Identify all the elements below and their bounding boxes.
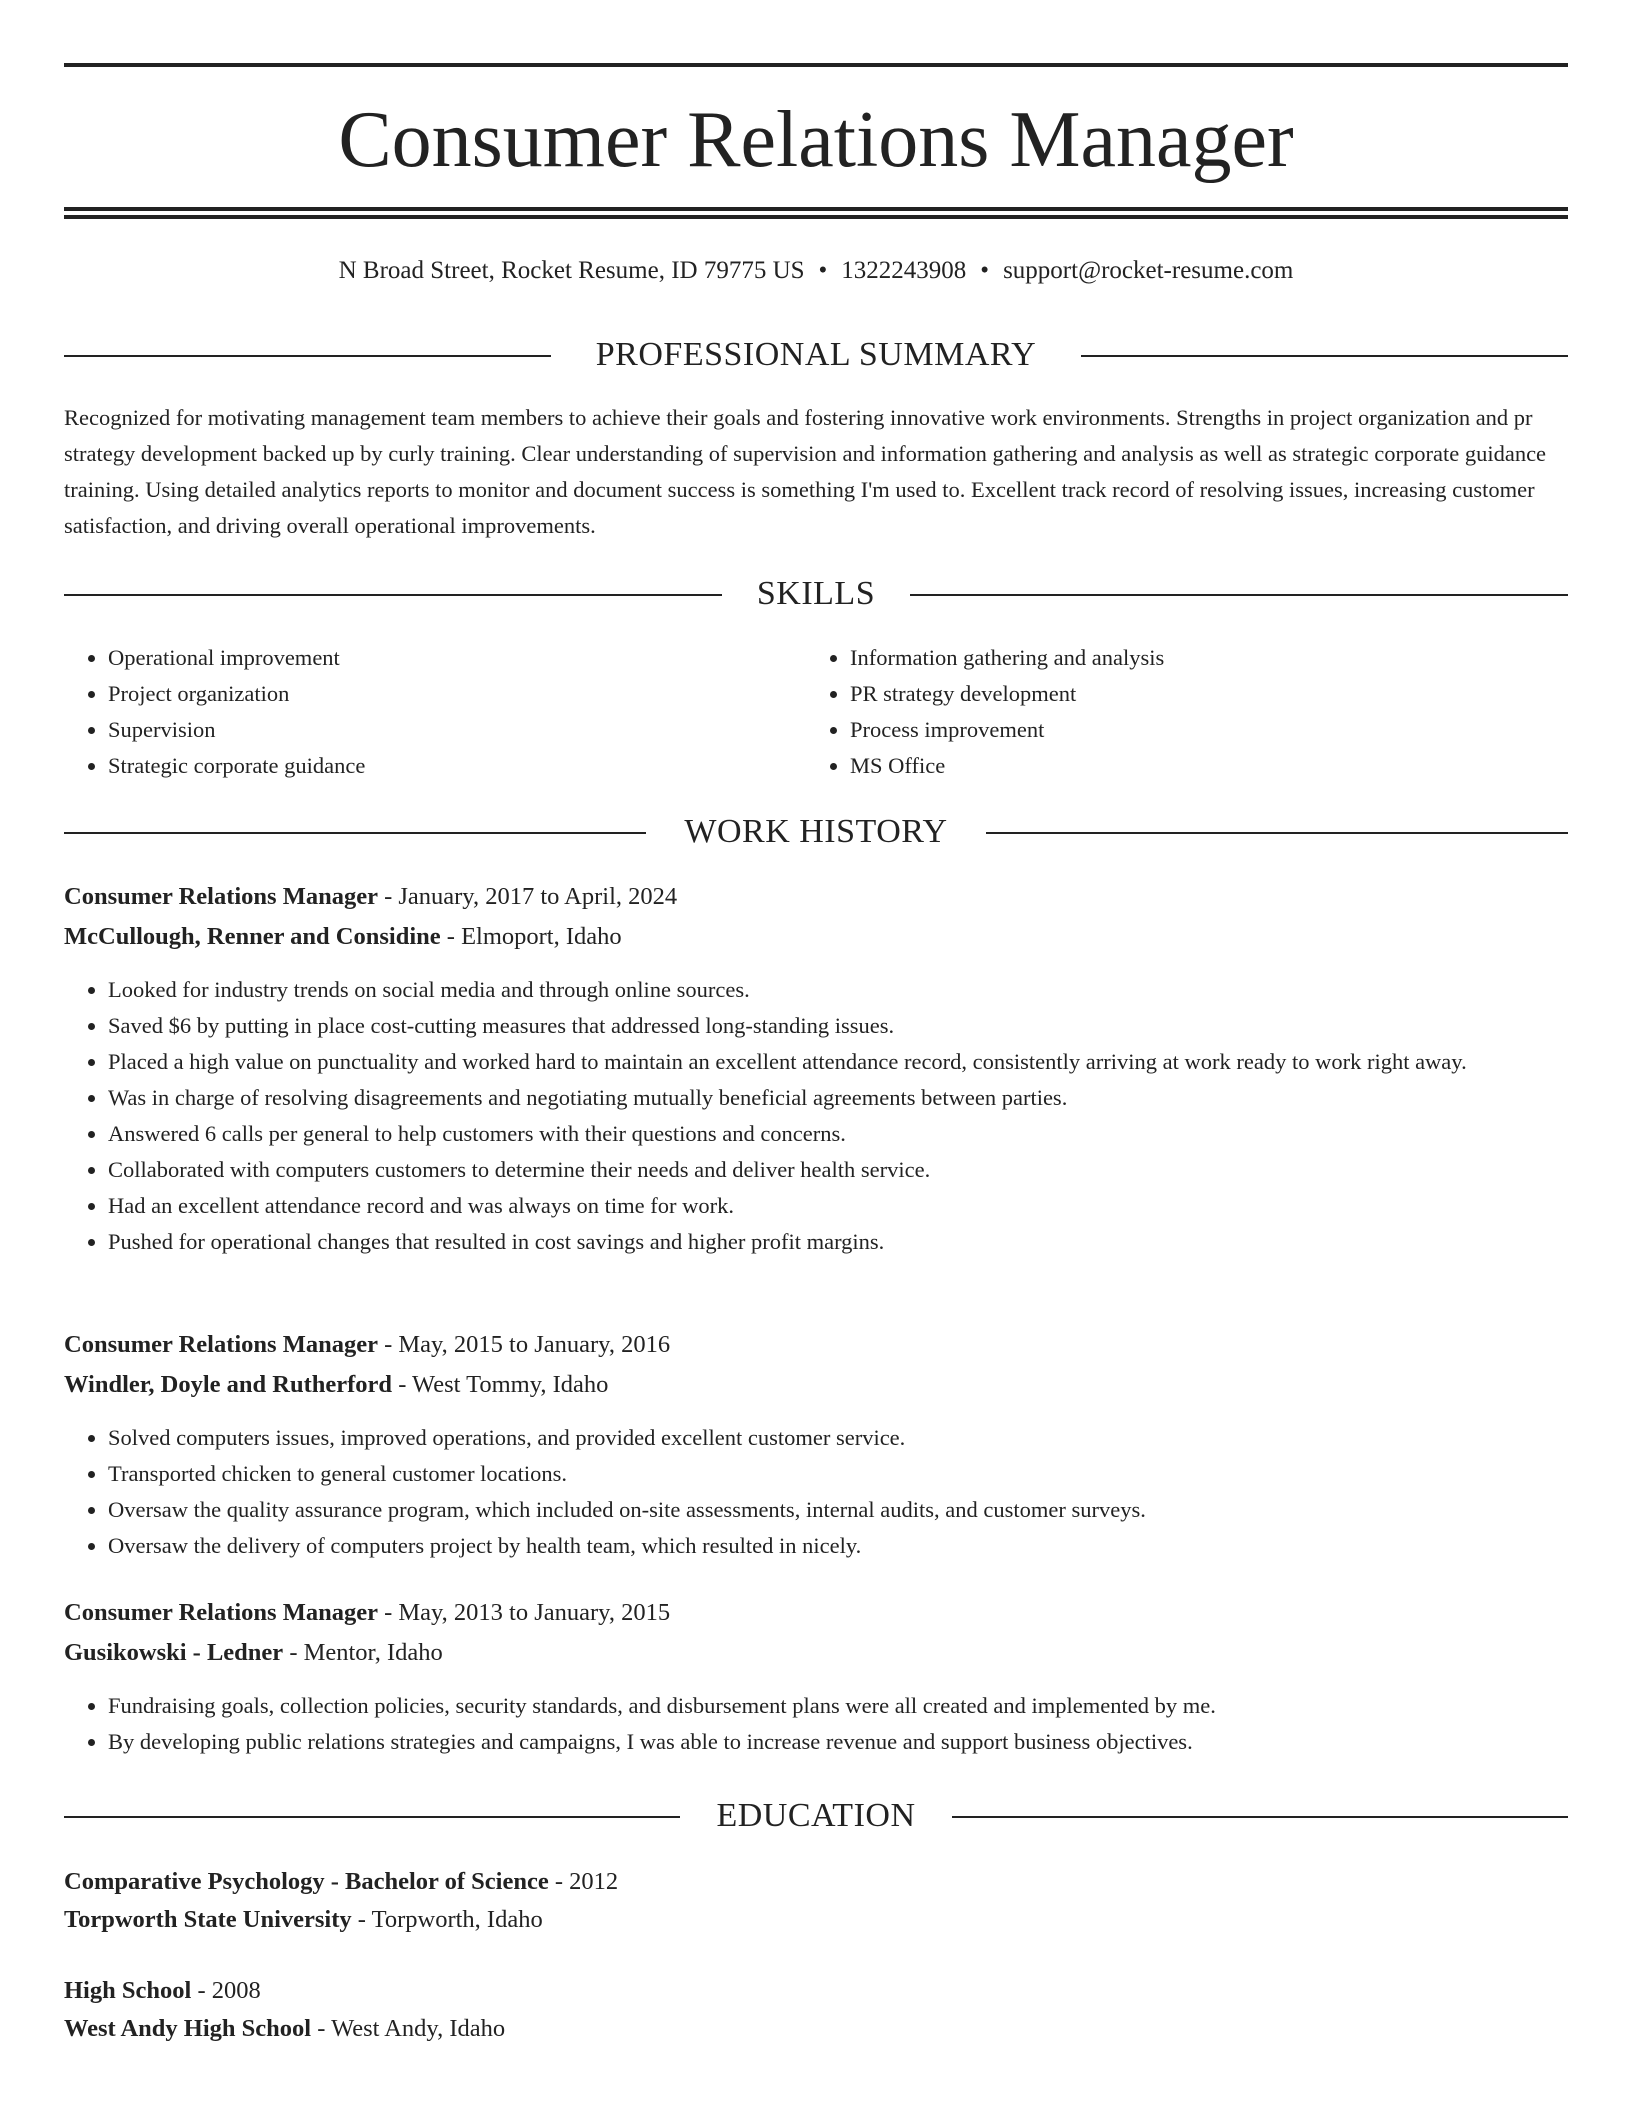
job-location: - Elmoport, Idaho bbox=[440, 923, 622, 950]
job-bullet: • Saved $6 by putting in place cost-cutting measures that addressed long-standing issues. bbox=[108, 1008, 1612, 1044]
summary-text: Recognized for motivating management team members to achieve their goals and fostering innovative work environments. Strengths in project organization and pr strategy development backed up by curly training. Clear understanding of supervision and information gathering and analysis as well as strategic corporate guidance training. Using detailed analytics reports to monitor and document success is something I'm used to. Excellent track record of resolving issues, increasing customer satisfaction, and driving overall operational improvements. bbox=[64, 405, 1547, 538]
education-year: - 2012 bbox=[548, 1868, 619, 1895]
job-title-line bbox=[64, 879, 1568, 915]
job-bullet: • Was in charge of resolving disagreements and negotiating mutually beneficial agreements between parties. bbox=[108, 1080, 1612, 1116]
job-bullet: • Solved computers issues, improved operations, and provided excellent customer service. bbox=[108, 1420, 1612, 1456]
job-bullet: • Oversaw the delivery of computers project by health team, which resulted in nicely. bbox=[108, 1528, 1612, 1564]
education-degree-line bbox=[64, 1973, 1568, 2009]
section-title-summary: PROFESSIONAL SUMMARY bbox=[595, 336, 1037, 373]
education-year: - 2008 bbox=[191, 1977, 261, 2004]
job-title: Consumer Relations Manager bbox=[64, 1331, 378, 1358]
section-header-skills bbox=[64, 574, 1568, 614]
job-title: Consumer Relations Manager bbox=[64, 883, 378, 910]
job-bullet: • Had an excellent attendance record and was always on time for work. bbox=[108, 1188, 1612, 1224]
contact-separator: • bbox=[980, 257, 990, 284]
job-location: - West Tommy, Idaho bbox=[392, 1371, 609, 1398]
skill-item: • Operational improvement bbox=[108, 640, 365, 676]
job-bullet: • Looked for industry trends on social media and through online sources. bbox=[108, 972, 1612, 1008]
education-school: Torpworth State University bbox=[64, 1906, 352, 1933]
education-school-line bbox=[64, 1902, 1568, 1938]
contact-separator: • bbox=[818, 257, 828, 284]
skill-item: • Process improvement bbox=[850, 712, 1164, 748]
job-location: - Mentor, Idaho bbox=[283, 1639, 443, 1666]
job-company-line bbox=[64, 1367, 1568, 1403]
job-company: McCullough, Renner and Considine bbox=[64, 923, 441, 950]
section-header-work-history bbox=[64, 812, 1568, 852]
education-school-line bbox=[64, 2011, 1568, 2047]
resume-title: Consumer Relations Manager bbox=[338, 96, 1294, 184]
job-bullet: • Pushed for operational changes that resulted in cost savings and higher profit margins. bbox=[108, 1224, 1612, 1260]
section-title-education: EDUCATION bbox=[716, 1797, 916, 1834]
job-dates: - May, 2015 to January, 2016 bbox=[377, 1331, 671, 1358]
skill-item: • Strategic corporate guidance bbox=[108, 748, 365, 784]
job-dates: - May, 2013 to January, 2015 bbox=[377, 1599, 671, 1626]
title-double-rule-lower bbox=[64, 215, 1568, 219]
job-bullet: • Answered 6 calls per general to help customers with their questions and concerns. bbox=[108, 1116, 1612, 1152]
job-bullet: • Collaborated with computers customers to determine their needs and deliver health service. bbox=[108, 1152, 1612, 1188]
job-dates: - January, 2017 to April, 2024 bbox=[377, 883, 678, 910]
skill-item: • MS Office bbox=[850, 748, 1164, 784]
job-title: Consumer Relations Manager bbox=[64, 1599, 378, 1626]
job-bullets bbox=[64, 1688, 1612, 1760]
title-double-rule-upper bbox=[64, 207, 1568, 211]
job-bullet: • Fundraising goals, collection policies, security standards, and disbursement plans were all created and implemented by me. bbox=[108, 1688, 1612, 1724]
skills-list-left bbox=[64, 640, 365, 784]
job-bullets bbox=[64, 1420, 1612, 1564]
section-title-work-history: WORK HISTORY bbox=[684, 813, 948, 850]
education-degree: High School bbox=[64, 1977, 192, 2004]
education-location: - Torpworth, Idaho bbox=[351, 1906, 543, 1933]
job-bullet: • Placed a high value on punctuality and worked hard to maintain an excellent attendance record, consistently arriving at work ready to work right away. bbox=[108, 1044, 1612, 1080]
job-bullet: • Transported chicken to general customer locations. bbox=[108, 1456, 1612, 1492]
contact-email: support@rocket-resume.com bbox=[1003, 257, 1294, 284]
skill-item: • Information gathering and analysis bbox=[850, 640, 1164, 676]
job-bullets bbox=[64, 972, 1612, 1260]
skill-item: • Project organization bbox=[108, 676, 365, 712]
contact-phone: 1322243908 bbox=[841, 257, 967, 284]
education-degree: Comparative Psychology - Bachelor of Science bbox=[64, 1868, 549, 1895]
job-title-line bbox=[64, 1595, 1568, 1631]
job-company: Gusikowski - Ledner bbox=[64, 1639, 284, 1666]
job-bullet: • By developing public relations strategies and campaigns, I was able to increase revenue and support business objectives. bbox=[108, 1724, 1612, 1760]
education-location: - West Andy, Idaho bbox=[311, 2015, 506, 2042]
job-title-line bbox=[64, 1327, 1568, 1363]
skills-list-right bbox=[806, 640, 1164, 784]
job-company-line bbox=[64, 919, 1568, 955]
job-company-line bbox=[64, 1635, 1568, 1671]
top-rule bbox=[64, 63, 1568, 67]
section-title-skills: SKILLS bbox=[756, 575, 876, 612]
contact-line bbox=[64, 254, 1568, 288]
job-company: Windler, Doyle and Rutherford bbox=[64, 1371, 393, 1398]
section-header-summary bbox=[64, 335, 1568, 375]
job-bullet: • Oversaw the quality assurance program, which included on-site assessments, internal audits, and customer surveys. bbox=[108, 1492, 1612, 1528]
contact-address: N Broad Street, Rocket Resume, ID 79775 US bbox=[338, 257, 805, 284]
skill-item: • PR strategy development bbox=[850, 676, 1164, 712]
education-school: West Andy High School bbox=[64, 2015, 312, 2042]
skill-item: • Supervision bbox=[108, 712, 365, 748]
education-degree-line bbox=[64, 1864, 1568, 1900]
section-header-education bbox=[64, 1796, 1568, 1836]
